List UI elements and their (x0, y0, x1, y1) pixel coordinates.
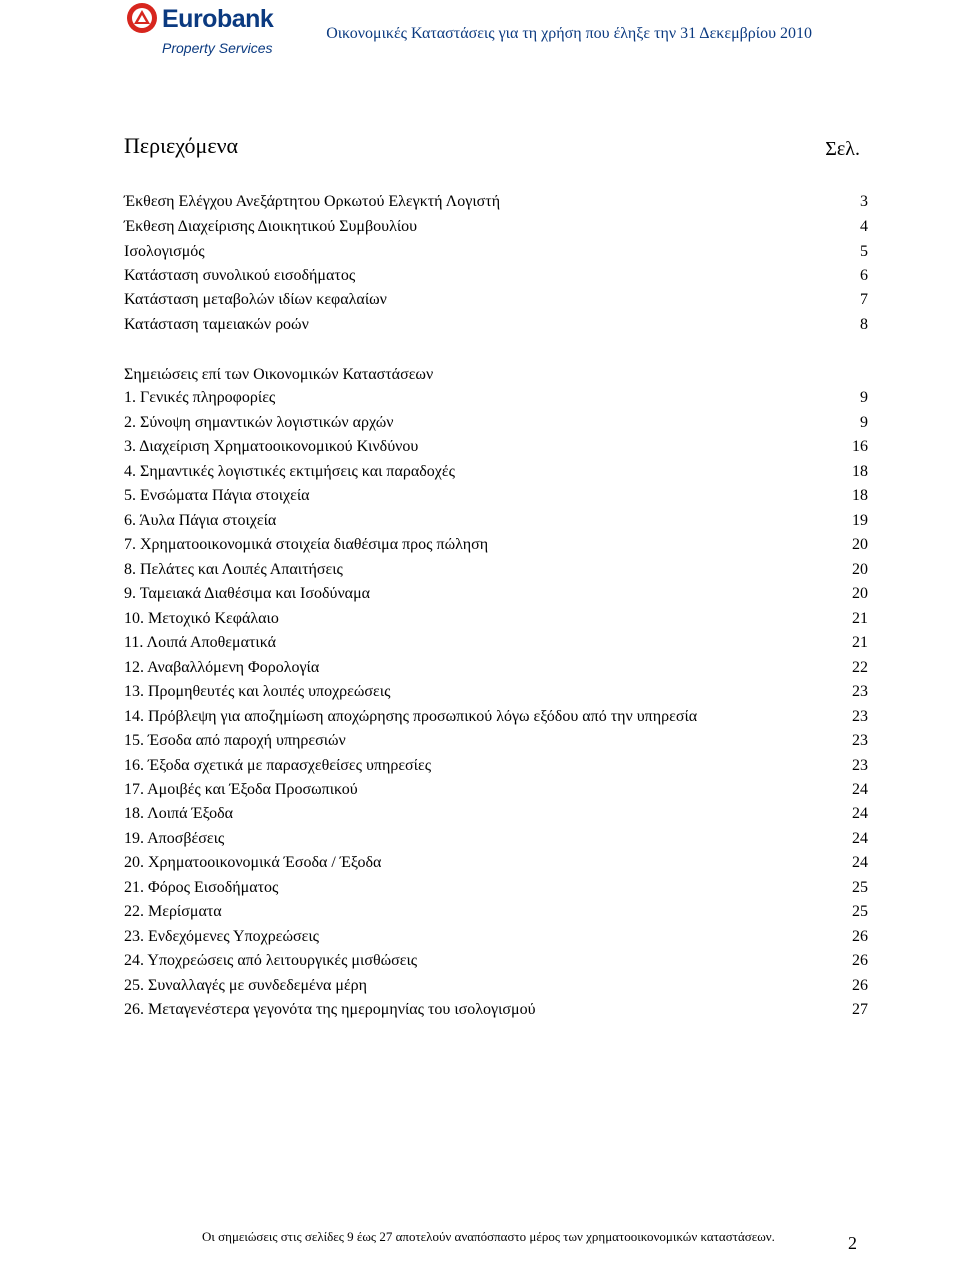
toc-note-title: 15. Έσοδα από παροχή υπηρεσιών (124, 732, 346, 749)
notes-section-title: Σημειώσεις επί των Οικονομικών Καταστάσεων (124, 366, 434, 383)
toc-note-title: 11. Λοιπά Αποθεματικά (124, 634, 277, 651)
footer-page-number: 2 (848, 1233, 857, 1253)
toc-page-column-label: Σελ. (825, 138, 860, 160)
toc-note (124, 558, 868, 582)
toc-note-title: 16. Έξοδα σχετικά με παρασχεθείσες υπηρεσίες (124, 757, 432, 774)
toc-entry (124, 313, 868, 337)
toc-note-page: 24 (852, 830, 868, 847)
toc-entry-page: 4 (860, 218, 868, 235)
toc-note-title: 17. Αμοιβές και Έξοδα Προσωπικού (124, 781, 358, 798)
toc-note (124, 607, 868, 631)
toc-note-title: 2. Σύνοψη σημαντικών λογιστικών αρχών (124, 414, 394, 431)
toc-note (124, 386, 868, 410)
toc-note-page: 24 (852, 854, 868, 871)
toc-note (124, 802, 868, 826)
toc-note (124, 827, 868, 851)
toc-note-page: 18 (852, 463, 868, 480)
toc-note-title: 14. Πρόβλεψη για αποζημίωση αποχώρησης προσωπικού λόγω εξόδου από την υπηρεσία (124, 708, 698, 725)
toc-note-page: 23 (852, 708, 868, 725)
toc-note-title: 4. Σημαντικές λογιστικές εκτιμήσεις και παραδοχές (124, 463, 455, 480)
toc-note-title: 19. Αποσβέσεις (124, 830, 225, 847)
toc-entry-page: 7 (860, 291, 868, 308)
toc-note-page: 21 (852, 634, 868, 651)
toc-note (124, 582, 868, 606)
toc-note (124, 656, 868, 680)
toc-note-title: 20. Χρηματοοικονομικά Έσοδα / Έξοδα (124, 854, 382, 871)
toc-note-page: 20 (852, 585, 868, 602)
toc-note-page: 23 (852, 732, 868, 749)
toc-note-title: 22. Μερίσματα (124, 903, 222, 920)
toc-note (124, 998, 868, 1022)
toc-entry-title: Κατάσταση συνολικού εισοδήματος (124, 267, 356, 284)
toc-note-page: 27 (852, 1001, 868, 1018)
toc-note (124, 925, 868, 949)
company-logo (126, 2, 276, 60)
toc-note-page: 23 (852, 757, 868, 774)
toc-note (124, 509, 868, 533)
toc-note-title: 25. Συναλλαγές με συνδεδεμένα μέρη (124, 977, 368, 994)
toc-note-title: 13. Προμηθευτές και λοιπές υποχρεώσεις (124, 683, 391, 700)
toc-entry-page: 8 (860, 316, 868, 333)
toc-note-page: 22 (852, 659, 868, 676)
toc-note-page: 23 (852, 683, 868, 700)
toc-note-page: 26 (852, 977, 868, 994)
toc-note-title: 3. Διαχείριση Χρηματοοικονομικού Κινδύνου (124, 438, 419, 455)
toc-note-title: 6. Άυλα Πάγια στοιχεία (124, 512, 277, 529)
toc-note-page: 18 (852, 487, 868, 504)
toc-note-page: 24 (852, 805, 868, 822)
toc-note-title: 10. Μετοχικό Κεφάλαιο (124, 610, 279, 627)
toc-note-page: 24 (852, 781, 868, 798)
toc-note (124, 949, 868, 973)
toc-note (124, 484, 868, 508)
toc-note (124, 680, 868, 704)
toc-entry-title: Έκθεση Ελέγχου Ανεξάρτητου Ορκωτού Ελεγκτή Λογιστή (124, 193, 501, 210)
toc-note-page: 9 (860, 414, 868, 431)
toc-entry-page: 5 (860, 243, 868, 260)
toc-note-page: 9 (860, 389, 868, 406)
toc-entry-title: Έκθεση Διαχείρισης Διοικητικού Συμβουλίου (124, 218, 418, 235)
toc-note-title: 8. Πελάτες και Λοιπές Απαιτήσεις (124, 561, 343, 578)
toc-entry (124, 264, 868, 288)
toc-entry-title: Ισολογισμός (124, 243, 205, 260)
logo-subtitle: Property Services (162, 40, 273, 56)
footer-note: Οι σημειώσεις στις σελίδες 9 έως 27 αποτελούν αναπόσπαστο μέρος των χρηματοοικονομικών καταστάσεων. (202, 1229, 775, 1244)
toc-note-title: 12. Αναβαλλόμενη Φορολογία (124, 659, 320, 676)
toc-note (124, 900, 868, 924)
toc-note-page: 25 (852, 903, 868, 920)
toc-note-page: 26 (852, 952, 868, 969)
eurobank-logo-icon (126, 2, 158, 34)
toc-note-title: 9. Ταμειακά Διαθέσιμα και Ισοδύναμα (124, 585, 371, 602)
toc-note-page: 20 (852, 561, 868, 578)
toc-note (124, 851, 868, 875)
toc-note-title: 24. Υποχρεώσεις από λειτουργικές μισθώσεις (124, 952, 418, 969)
toc-note (124, 631, 868, 655)
toc-entry (124, 288, 868, 312)
toc-note-title: 23. Ενδεχόμενες Υποχρεώσεις (124, 928, 319, 945)
toc-note-title: 18. Λοιπά Έξοδα (124, 805, 234, 822)
toc-entry-page: 3 (860, 193, 868, 210)
toc-note-title: 26. Μεταγενέστερα γεγονότα της ημερομηνίας του ισολογισμού (124, 1001, 536, 1018)
toc-entry-title: Κατάσταση ταμειακών ροών (124, 316, 309, 333)
toc-entry (124, 190, 868, 214)
toc-note (124, 460, 868, 484)
toc-entry-title: Κατάσταση μεταβολών ιδίων κεφαλαίων (124, 291, 387, 308)
toc-note (124, 778, 868, 802)
toc-note (124, 876, 868, 900)
toc-note-title: 21. Φόρος Εισοδήματος (124, 879, 279, 896)
toc-note-title: 7. Χρηματοοικονομικά στοιχεία διαθέσιμα προς πώληση (124, 536, 489, 553)
toc-note (124, 974, 868, 998)
toc-entry-page: 6 (860, 267, 868, 284)
toc-note-page: 16 (852, 438, 868, 455)
toc-note-page: 21 (852, 610, 868, 627)
toc-note-page: 25 (852, 879, 868, 896)
toc-note (124, 435, 868, 459)
logo-name: Eurobank (162, 5, 274, 33)
toc-note-title: 5. Ενσώματα Πάγια στοιχεία (124, 487, 310, 504)
toc-note-title: 1. Γενικές πληροφορίες (124, 389, 276, 406)
toc-note-page: 26 (852, 928, 868, 945)
toc-entry (124, 215, 868, 239)
toc-note-page: 20 (852, 536, 868, 553)
document-header-title: Οικονομικές Καταστάσεις για τη χρήση που έληξε την 31 Δεκεμβρίου 2010 (326, 25, 812, 42)
toc-note (124, 533, 868, 557)
toc-heading: Περιεχόμενα (124, 133, 239, 158)
toc-note (124, 754, 868, 778)
toc-entry (124, 240, 868, 264)
toc-note (124, 705, 868, 729)
toc-note-page: 19 (852, 512, 868, 529)
toc-note (124, 729, 868, 753)
toc-note (124, 411, 868, 435)
